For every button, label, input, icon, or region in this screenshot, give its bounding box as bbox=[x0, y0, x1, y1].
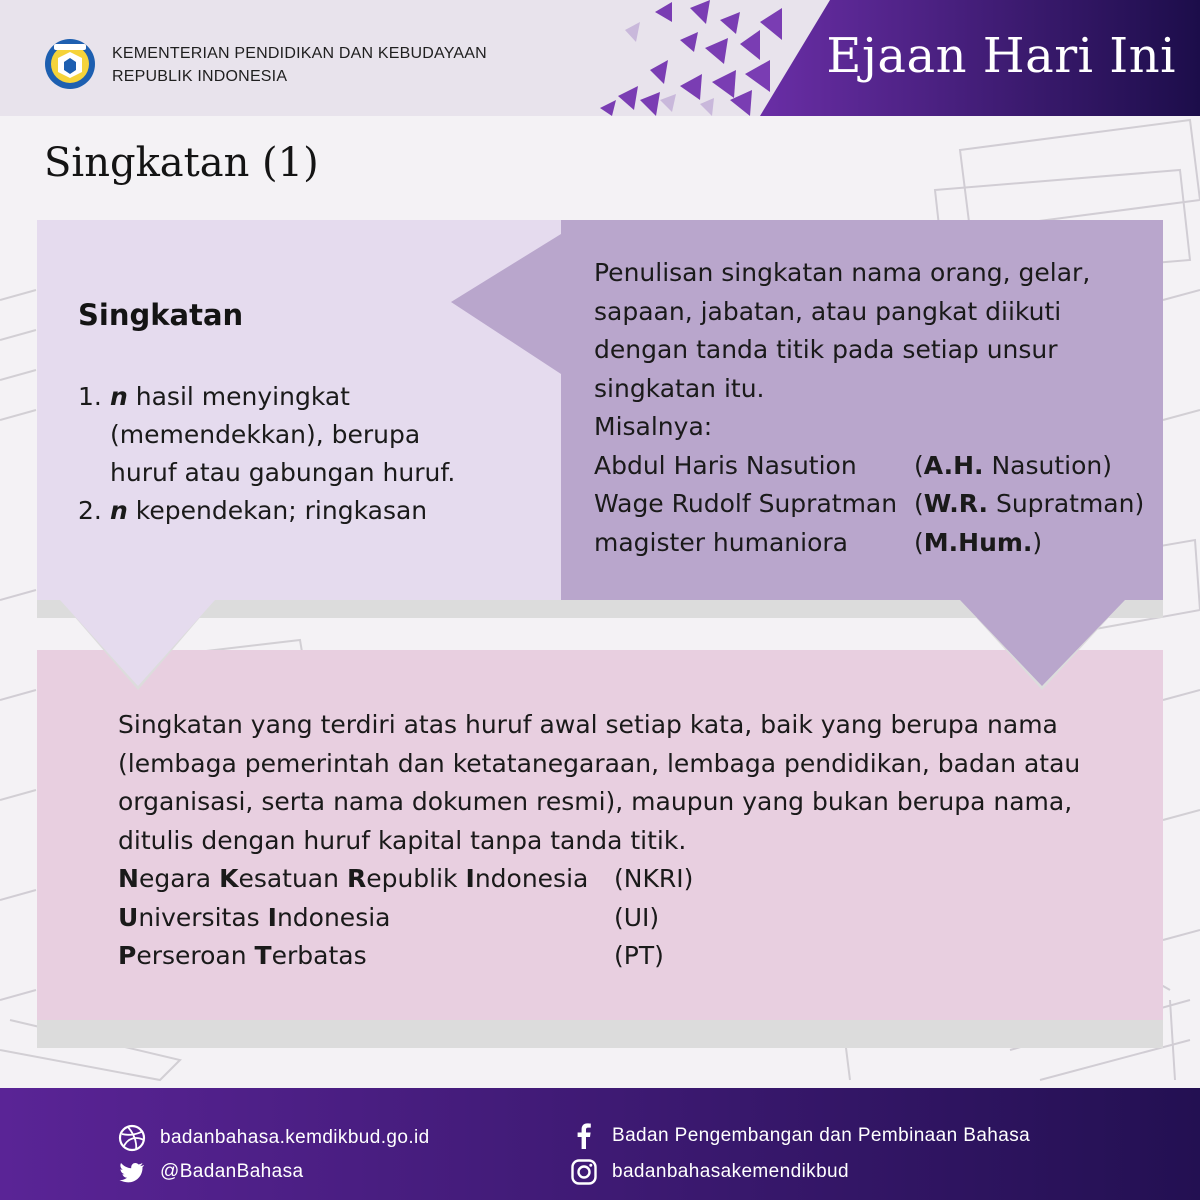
example-abbreviation: (PT) bbox=[614, 941, 664, 970]
example-row bbox=[118, 899, 1118, 938]
definition-number: 1. bbox=[78, 382, 102, 411]
initial-letter: I bbox=[267, 902, 277, 932]
facebook-page[interactable]: Badan Pengembangan dan Pembinaan Bahasa bbox=[612, 1125, 1031, 1146]
rule-2-text bbox=[118, 706, 1118, 976]
instagram-icon bbox=[570, 1158, 598, 1186]
paren-open: ( bbox=[914, 489, 924, 518]
footer-instagram[interactable] bbox=[570, 1158, 849, 1186]
example-abbreviation bbox=[914, 447, 1112, 486]
footer-facebook[interactable] bbox=[570, 1122, 1030, 1150]
word-rest: erbatas bbox=[271, 941, 367, 970]
example-abbreviation: (NKRI) bbox=[614, 864, 694, 893]
page-title: Singkatan (1) bbox=[44, 140, 319, 186]
initial-letter: P bbox=[118, 941, 137, 970]
definition-number: 2. bbox=[78, 496, 102, 525]
example-row bbox=[594, 524, 1154, 563]
initial-letter: R bbox=[346, 864, 367, 893]
abbr-rest: ) bbox=[1032, 527, 1043, 557]
word-rest: epublik bbox=[366, 864, 458, 893]
example-row bbox=[594, 485, 1154, 524]
twitter-handle[interactable]: @BadanBahasa bbox=[160, 1161, 304, 1182]
example-abbreviation: (UI) bbox=[614, 902, 660, 932]
initial-letter: I bbox=[465, 864, 475, 893]
example-full-name: Abdul Haris Nasution bbox=[594, 450, 857, 480]
word-rest: ndonesia bbox=[474, 864, 589, 893]
initial-letter: U bbox=[118, 902, 139, 932]
example-full-name bbox=[118, 899, 614, 938]
example-row bbox=[594, 447, 1154, 486]
abbr-rest: Supratman) bbox=[988, 489, 1145, 518]
ministry-line-2: REPUBLIK INDONESIA bbox=[112, 68, 288, 85]
example-row bbox=[118, 860, 1118, 899]
definition-text bbox=[110, 492, 490, 530]
part-of-speech: n bbox=[110, 382, 128, 411]
paren-open: ( bbox=[914, 527, 924, 557]
rule-1-statement: Penulisan singkatan nama orang, gelar, sapaan, jabatan, atau pangkat diikuti dengan tanda titik pada setiap unsur singkatan itu. bbox=[594, 258, 1091, 403]
example-row bbox=[118, 937, 1118, 976]
website-link[interactable]: badanbahasa.kemdikbud.go.id bbox=[160, 1127, 430, 1148]
twitter-icon bbox=[118, 1158, 146, 1186]
word-rest: esatuan bbox=[238, 864, 339, 893]
footer-twitter[interactable] bbox=[118, 1158, 303, 1186]
definition-text bbox=[110, 378, 490, 492]
example-label: Misalnya: bbox=[594, 412, 713, 441]
instagram-handle[interactable]: badanbahasakemendikbud bbox=[612, 1161, 849, 1182]
example-full-name bbox=[118, 860, 614, 899]
dribbble-globe-icon bbox=[118, 1124, 146, 1152]
word-rest: erseroan bbox=[136, 941, 247, 970]
abbr-bold: W.R. bbox=[923, 489, 989, 518]
example-abbreviation bbox=[914, 524, 1042, 563]
paren-open: ( bbox=[914, 450, 924, 480]
facebook-icon bbox=[570, 1122, 598, 1150]
word-rest: egara bbox=[138, 864, 212, 893]
initial-letter: T bbox=[254, 941, 272, 970]
example-full-name: magister humaniora bbox=[594, 527, 848, 557]
initial-letter: N bbox=[118, 864, 139, 893]
definition-gloss: kependekan; ringkasan bbox=[127, 496, 428, 525]
brand-title: Ejaan Hari Ini bbox=[826, 28, 1176, 84]
abbr-bold: A.H. bbox=[923, 450, 984, 480]
ministry-name bbox=[112, 42, 487, 88]
definition-gloss: hasil menyingkat (memendekkan), berupa huruf atau gabungan huruf. bbox=[110, 382, 456, 487]
word-rest: niversitas bbox=[138, 902, 260, 932]
initial-letter: K bbox=[219, 864, 239, 893]
footer-website[interactable] bbox=[118, 1124, 430, 1152]
example-full-name: Wage Rudolf Supratman bbox=[594, 489, 898, 518]
abbr-bold: M.Hum. bbox=[923, 527, 1033, 557]
example-abbreviation bbox=[914, 485, 1144, 524]
header-bar bbox=[0, 0, 1200, 116]
ministry-line-1: KEMENTERIAN PENDIDIKAN DAN KEBUDAYAAN bbox=[112, 45, 487, 62]
rule-2-statement: Singkatan yang terdiri atas huruf awal setiap kata, baik yang berupa nama (lembaga pemerintah dan ketatanegaraan, lembaga pendidikan, badan atau organisasi, serta nama dokumen resmi), maupun yang bukan berupa nama, ditulis dengan huruf kapital tanpa tanda titik. bbox=[118, 710, 1081, 855]
ministry-logo-icon bbox=[44, 38, 96, 90]
abbr-rest: Nasution) bbox=[983, 450, 1112, 480]
definition-item bbox=[78, 492, 490, 530]
word-rest: ndonesia bbox=[276, 902, 391, 932]
definition-item bbox=[78, 378, 490, 492]
definition-title: Singkatan bbox=[78, 298, 244, 332]
definition-list bbox=[78, 378, 490, 530]
example-full-name bbox=[118, 937, 614, 976]
rule-1-text bbox=[594, 254, 1154, 562]
part-of-speech: n bbox=[110, 496, 128, 525]
